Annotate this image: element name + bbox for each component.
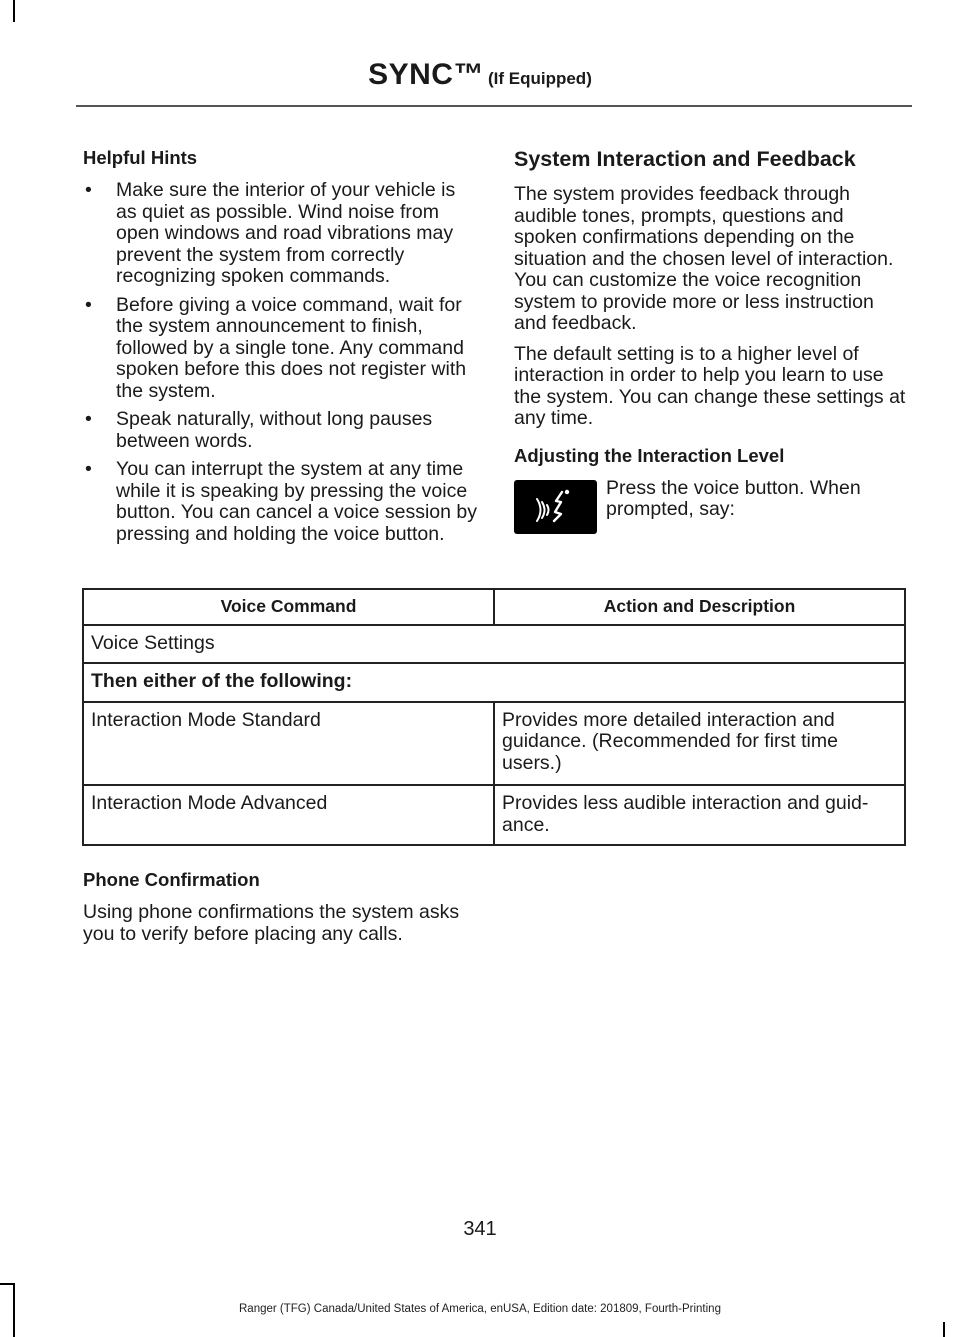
page-footer: Ranger (TFG) Canada/United States of America, enUSA, Edition date: 201809, Fourth-Printing xyxy=(239,1303,721,1315)
command-cell: Interaction Mode Standard xyxy=(83,702,494,786)
voice-command-table xyxy=(82,588,906,846)
adjusting-interaction-heading: Adjusting the Interaction Level xyxy=(514,444,785,466)
bullet-marker: • xyxy=(85,179,92,201)
description-cell: Provides more detailed interaction and guidance. (Recommended for first time users.) xyxy=(494,702,905,786)
column-header-action-description: Action and Description xyxy=(494,589,905,625)
list-item-text: Before giving a voice command, wait for the system announcement to finish, followed by a single tone. Any command spoken before this does not register with the system. xyxy=(116,293,467,402)
bullet-marker: • xyxy=(85,293,92,316)
voice-button-icon xyxy=(514,480,597,534)
list-item-text: Speak naturally, without long pauses between words. xyxy=(116,408,433,452)
helpful-hints-list xyxy=(83,180,478,545)
interaction-paragraph-2: The default setting is to a higher level of interaction in order to help you learn to use the system. You can change these settings at any time. xyxy=(514,342,906,429)
list-item xyxy=(83,295,478,403)
phone-confirmation-heading: Phone Confirmation xyxy=(83,869,260,890)
voice-instruction-text: Press the voice button. When prompted, say: xyxy=(606,476,861,520)
crop-mark-bottom-left-horizontal xyxy=(0,1283,14,1285)
description-cell: Provides less audible interaction and guid-ance. xyxy=(494,785,905,845)
table-row xyxy=(83,702,905,786)
phone-confirmation-text: Using phone confirmations the system asks you to verify before placing any calls. xyxy=(83,901,460,945)
crop-mark-top-left xyxy=(13,0,15,22)
header-subtitle: (If Equipped) xyxy=(487,69,592,88)
voice-settings-cell: Voice Settings xyxy=(83,625,905,664)
table-row xyxy=(83,625,905,664)
table-row xyxy=(83,785,905,845)
command-cell: Interaction Mode Advanced xyxy=(83,785,494,845)
left-column xyxy=(83,146,478,552)
phone-confirmation-section xyxy=(83,868,483,945)
list-item xyxy=(83,180,478,288)
helpful-hints-heading: Helpful Hints xyxy=(83,147,198,168)
voice-instruction xyxy=(514,478,907,534)
table-header-row xyxy=(83,589,905,625)
header-rule xyxy=(76,105,912,107)
right-column xyxy=(514,146,907,534)
list-item xyxy=(83,409,478,452)
header-title: SYNC™ xyxy=(368,58,484,91)
table-row xyxy=(83,663,905,702)
interaction-paragraph-1: The system provides feedback through audible tones, prompts, questions and spoken confirmations depending on the situation and the chosen level of interaction. You can customize the voice recognition system to provide more or less instruction and feedback. xyxy=(514,183,894,334)
bullet-marker: • xyxy=(85,408,92,430)
system-interaction-heading: System Interaction and Feedback xyxy=(514,147,856,171)
crop-mark-bottom-right xyxy=(943,1322,945,1337)
list-item-text: Make sure the interior of your vehicle is as quiet as possible. Wind noise from open windows and road vibrations may prevent the system from correctly recognizing spoken commands. xyxy=(116,179,456,287)
either-following-cell: Then either of the following: xyxy=(83,663,905,702)
list-item xyxy=(83,459,478,545)
bullet-marker: • xyxy=(85,458,92,480)
page-number: 341 xyxy=(463,1218,497,1240)
page-header xyxy=(0,58,960,92)
column-header-voice-command: Voice Command xyxy=(83,589,494,625)
list-item-text: You can interrupt the system at any time while it is speaking by pressing the voice button. You can cancel a voice session by pressing and holding the voice button. xyxy=(116,458,477,545)
